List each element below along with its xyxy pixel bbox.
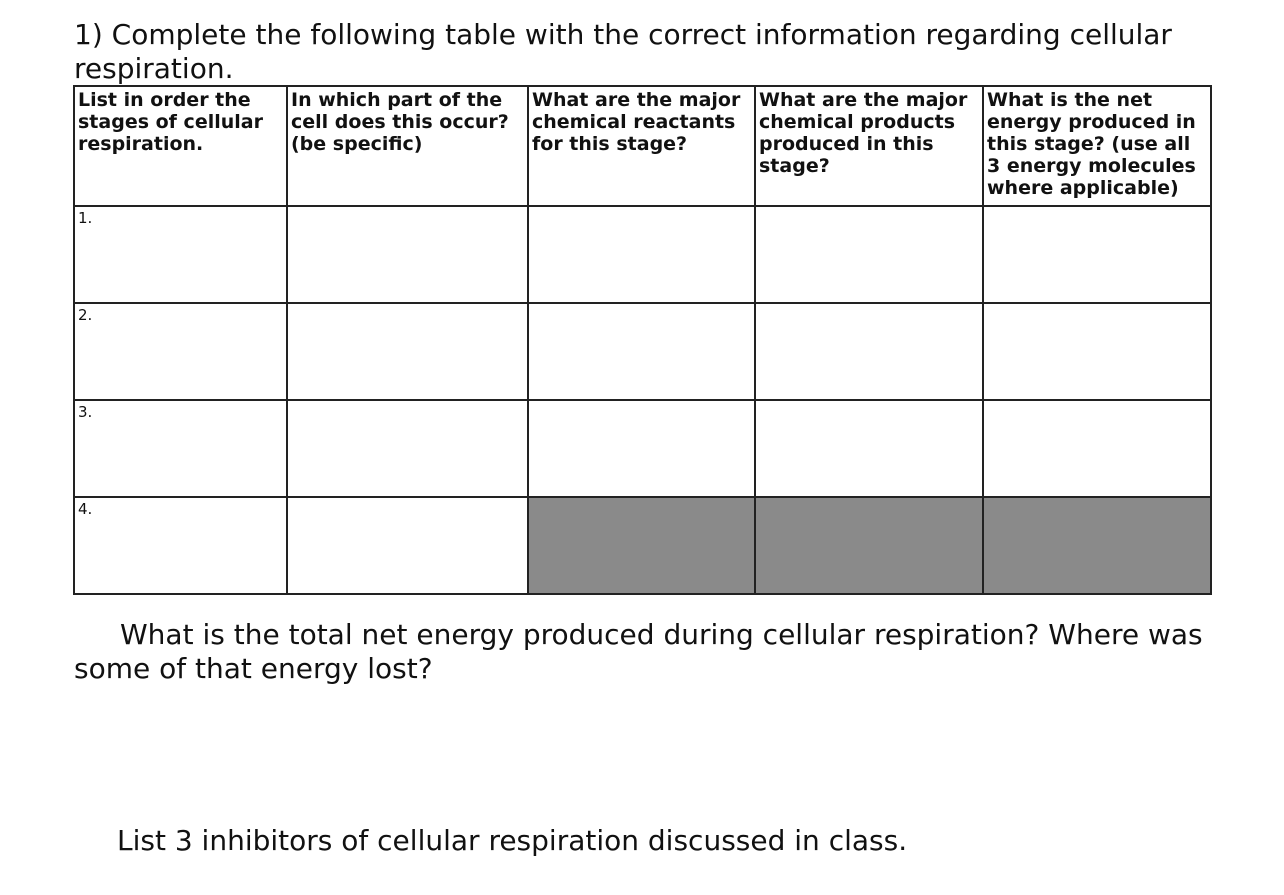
row-number-cell[interactable]: 4. — [74, 497, 287, 594]
table-row — [74, 497, 1211, 594]
shaded-cell — [755, 497, 983, 594]
cell-location-answer[interactable] — [287, 497, 528, 594]
products-answer[interactable] — [755, 400, 983, 497]
cellular-respiration-table — [73, 85, 1212, 595]
header-reactants: What are the major chemical reactants for this stage? — [528, 86, 755, 206]
reactants-answer[interactable] — [528, 303, 755, 400]
question-3-text: List 3 inhibitors of cellular respiration discussed in class. — [117, 824, 908, 857]
products-answer[interactable] — [755, 206, 983, 303]
header-cell-location: In which part of the cell does this occur? (be specific) — [287, 86, 528, 206]
reactants-answer[interactable] — [528, 206, 755, 303]
net-energy-answer[interactable] — [983, 400, 1211, 497]
header-products: What are the major chemical products produced in this stage? — [755, 86, 983, 206]
net-energy-answer[interactable] — [983, 206, 1211, 303]
table-row — [74, 400, 1211, 497]
cell-location-answer[interactable] — [287, 303, 528, 400]
cell-location-answer[interactable] — [287, 206, 528, 303]
question-1-text: 1) Complete the following table with the correct information regarding cellular respiration. — [74, 18, 1172, 85]
question-2-body: What is the total net energy produced during cellular respiration? Where was some of that energy lost? — [74, 618, 1203, 685]
cell-location-answer[interactable] — [287, 400, 528, 497]
row-number-cell[interactable]: 2. — [74, 303, 287, 400]
row-number-cell[interactable]: 1. — [74, 206, 287, 303]
table-row — [74, 303, 1211, 400]
shaded-cell — [983, 497, 1211, 594]
header-stages: List in order the stages of cellular respiration. — [74, 86, 287, 206]
reactants-answer[interactable] — [528, 400, 755, 497]
net-energy-answer[interactable] — [983, 303, 1211, 400]
shaded-cell — [528, 497, 755, 594]
header-net-energy: What is the net energy produced in this stage? (use all 3 energy molecules where applicable) — [983, 86, 1211, 206]
products-answer[interactable] — [755, 303, 983, 400]
table-header-row — [74, 86, 1211, 206]
table-row — [74, 206, 1211, 303]
row-number-cell[interactable]: 3. — [74, 400, 287, 497]
question-2-text — [74, 618, 1224, 686]
